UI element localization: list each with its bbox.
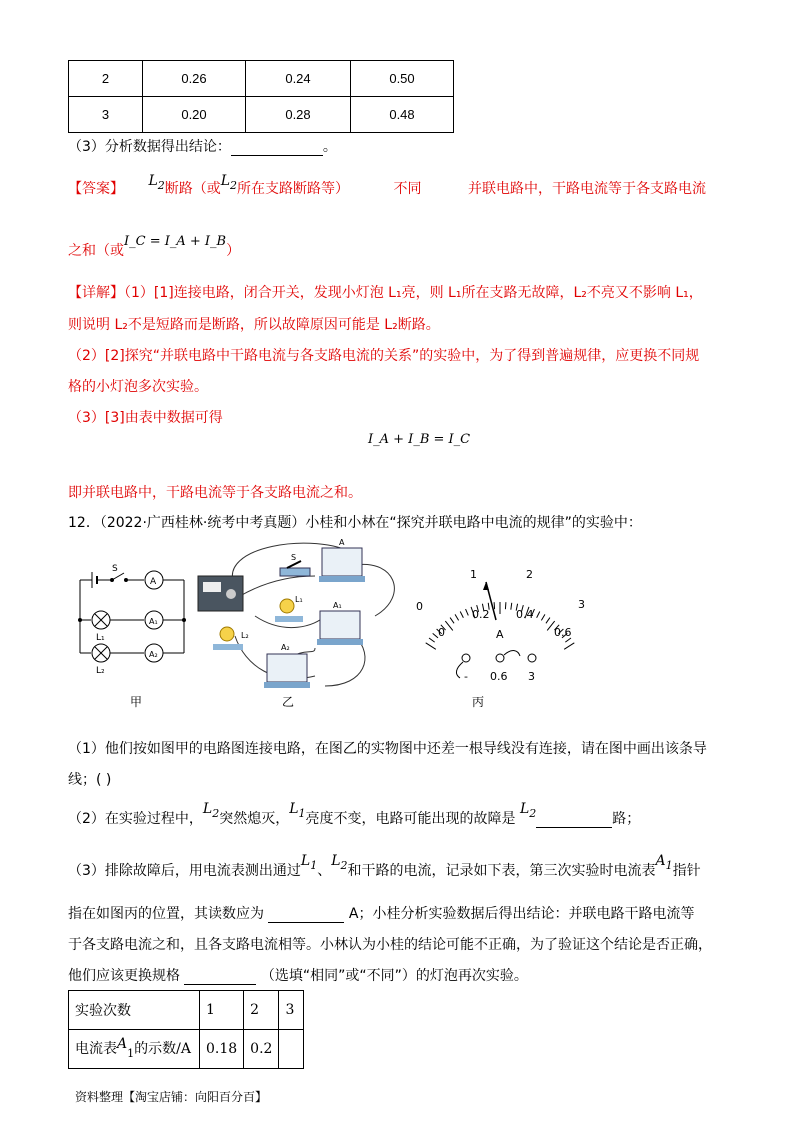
table-cell: 实验次数 xyxy=(69,991,200,1030)
detail-line-5: （3）[3]由表中数据可得 xyxy=(68,410,223,426)
table-cell: 1 xyxy=(200,991,244,1030)
dial-tick xyxy=(466,609,469,615)
s3-line-1 xyxy=(68,853,701,882)
symbol-sub: 2 xyxy=(230,178,238,192)
scale-bottom-2: 0.4 xyxy=(516,608,534,621)
terminal-3: 3 xyxy=(528,670,535,683)
row-label-sub: 1 xyxy=(127,1046,135,1060)
table-cell: 0.50 xyxy=(351,61,454,97)
answer-part1: 断路（或 xyxy=(164,181,221,197)
symbol-l1: $L_1$ xyxy=(300,853,318,872)
ammeter-dial-bing xyxy=(408,560,598,690)
symbol-l2 xyxy=(148,173,165,192)
symbol-l2b xyxy=(220,173,238,192)
symbol-sub: 2 xyxy=(157,178,165,192)
s2-text-b: 突然熄灭， xyxy=(219,811,290,827)
scale-top-1: 1 xyxy=(470,568,477,581)
dial-tick xyxy=(455,614,459,620)
answer-label: 【答案】 xyxy=(68,181,124,197)
table-cell: 0.24 xyxy=(246,61,351,97)
s1-line-2: 线；( ) xyxy=(68,772,112,788)
label-ammeter-1: A₁ xyxy=(149,617,158,626)
q3-prefix: （3）分析数据得出结论： xyxy=(68,139,231,155)
scale-top-2: 2 xyxy=(526,568,533,581)
table-cell: 0.48 xyxy=(351,97,454,133)
table-cell xyxy=(279,1030,304,1069)
detail-line-4: 格的小灯泡多次实验。 xyxy=(68,379,208,395)
detail-formula: I_A + I_B = I_C xyxy=(368,432,471,447)
s3-text-c: 和干路的电流，记录如下表，第三次实验时电流表 xyxy=(347,863,656,879)
label-switch: S xyxy=(112,564,118,574)
dial-tick xyxy=(450,618,454,624)
label-lamp-2b: L₂ xyxy=(241,631,249,640)
label-lamp-1: L₁ xyxy=(96,633,105,643)
s1-line-1: （1）他们按如图甲的电路图连接电路，在图乙的实物图中还差一根导线没有连接，请在图中画出该条导 xyxy=(68,741,707,757)
table-cell xyxy=(69,1030,200,1069)
label-lamp-1b: L₁ xyxy=(295,595,303,604)
dial-tick xyxy=(546,618,550,624)
answer-blank[interactable] xyxy=(536,811,612,828)
table-cell: 3 xyxy=(279,991,304,1030)
row-label-text: 的示数/A xyxy=(134,1041,191,1058)
scale-bottom-0: 0 xyxy=(438,626,445,639)
answer-part4-suffix: ） xyxy=(226,243,241,259)
dial-tick xyxy=(426,643,436,649)
label-switch-2: S xyxy=(291,553,297,562)
symbol-l2: $L_2$ xyxy=(202,801,220,820)
label-meter-a: A xyxy=(339,538,345,547)
s3-text-4a: 他们应该更换规格 xyxy=(68,968,180,984)
dial-tick xyxy=(445,621,452,630)
detail-line-6: 即并联电路中，干路电流等于各支路电流之和。 xyxy=(68,485,362,501)
answer-part3: 并联电路中，干路电流等于各支路电流 xyxy=(467,181,706,197)
table-cell: 0.2 xyxy=(244,1030,279,1069)
label-meter-a2: A₂ xyxy=(281,643,290,652)
label-meter-a1: A₁ xyxy=(333,601,342,610)
answer-blank[interactable] xyxy=(184,968,256,985)
dial-tick xyxy=(511,603,512,610)
table-cell: 3 xyxy=(69,97,143,133)
table-row xyxy=(69,61,454,97)
label-ammeter-2: A₂ xyxy=(149,650,158,659)
symbol-l1: $L_1$ xyxy=(289,801,306,820)
s3-line-3: 于各支路电流之和，且各支路电流相等。小林认为小桂的结论可能不正确，为了验证这个结论是否正确， xyxy=(68,937,712,953)
s3-text-a: （3）排除故障后，用电流表测出通过 xyxy=(68,863,301,879)
answer-part2: 不同 xyxy=(393,181,422,197)
q12-header: 12．（2022·广西桂林·统考中考真题）小桂和小林在“探究并联电路中电流的规律”的实验中： xyxy=(68,515,642,531)
answer-part1b: 所在支路断路等） xyxy=(237,181,350,197)
s2-text-a: （2）在实验过程中， xyxy=(68,811,203,827)
table-cell: 2 xyxy=(69,61,143,97)
s3-line-2 xyxy=(68,903,694,923)
formula-ic: I_C = I_A + I_B xyxy=(124,234,227,249)
symbol-l2: $L_2$ xyxy=(331,853,348,872)
dial-tick xyxy=(537,612,540,618)
s3-text-b: 、 xyxy=(317,863,332,879)
table-cell: 0.18 xyxy=(200,1030,244,1069)
row-label-symbol: A xyxy=(117,1036,128,1053)
fig-label-yi: 乙 xyxy=(282,695,295,709)
symbol-text: L xyxy=(220,173,231,189)
symbol-text: L xyxy=(148,173,158,189)
dial-tick xyxy=(460,612,463,618)
answer-blank[interactable] xyxy=(231,139,323,156)
scale-bottom-3: 0.6 xyxy=(554,626,572,639)
answer-line xyxy=(68,173,706,200)
symbol-a1: $A_1$ xyxy=(655,853,673,872)
q3-suffix: 。 xyxy=(322,139,337,155)
detail-line-2: 则说明 L₂不是短路而是断路，所以故障原因可能是 L₂断路。 xyxy=(68,317,440,333)
symbol-l2: $L_2$ xyxy=(519,801,537,820)
table-cell: 0.28 xyxy=(246,97,351,133)
answer-line-2 xyxy=(68,234,241,260)
scale-bottom-1: 0.2 xyxy=(472,608,490,621)
dial-tick xyxy=(429,638,435,642)
row-label-text: 电流表 xyxy=(75,1041,117,1058)
s2-text-d: 路； xyxy=(612,811,641,827)
s3-line-4 xyxy=(68,965,528,985)
scale-top-3: 3 xyxy=(578,598,585,611)
label-lamp-2: L₂ xyxy=(96,666,105,676)
s2-text-c: 亮度不变，电路可能出现的故障是 xyxy=(305,811,516,827)
answer-blank[interactable] xyxy=(268,906,344,923)
circuit-photo-yi xyxy=(195,536,410,696)
s3-text-4b: （选填“相同”或“不同”）的灯泡再次实验。 xyxy=(260,968,528,984)
table-row xyxy=(69,991,304,1030)
dial-tick xyxy=(564,643,574,649)
detail-line-1: 【详解】（1）[1]连接电路，闭合开关，发现小灯泡 L₁亮，则 L₁所在支路无故障，L₂不亮又不影响 L₁， xyxy=(68,285,703,301)
fig-label-bing: 丙 xyxy=(472,695,485,709)
table-cell: 2 xyxy=(244,991,279,1030)
data-table-top xyxy=(68,60,454,133)
s3-text-2a: 指在如图丙的位置，其读数应为 xyxy=(68,906,264,922)
s2-line xyxy=(68,801,641,830)
scale-top-0: 0 xyxy=(416,600,423,613)
terminal-06: 0.6 xyxy=(490,670,508,683)
table-cell: 0.20 xyxy=(143,97,246,133)
circuit-diagram-jia xyxy=(70,558,200,688)
label-ammeter: A xyxy=(150,577,157,587)
table-row xyxy=(69,1030,304,1069)
scale-unit: A xyxy=(496,628,504,641)
fig-label-jia: 甲 xyxy=(130,695,143,709)
terminal-neg: - xyxy=(464,670,468,683)
q3-conclusion-line xyxy=(68,136,337,156)
answer-part4-prefix: 之和（或 xyxy=(68,243,124,259)
footer: 资料整理【淘宝店铺：向阳百分百】 xyxy=(75,1090,268,1104)
dial-tick xyxy=(541,614,545,620)
detail-line-3: （2）[2]探究“并联电路中干路电流与各支路电流的关系”的实验中，为了得到普遍规律，应更换不同规 xyxy=(68,348,700,364)
data-table-bottom xyxy=(68,990,304,1069)
s3-text-2b: A；小桂分析实验数据后得出结论：并联电路干路电流等 xyxy=(348,906,695,922)
s3-text-d: 指针 xyxy=(672,863,701,879)
table-cell: 0.26 xyxy=(143,61,246,97)
table-row xyxy=(69,97,454,133)
